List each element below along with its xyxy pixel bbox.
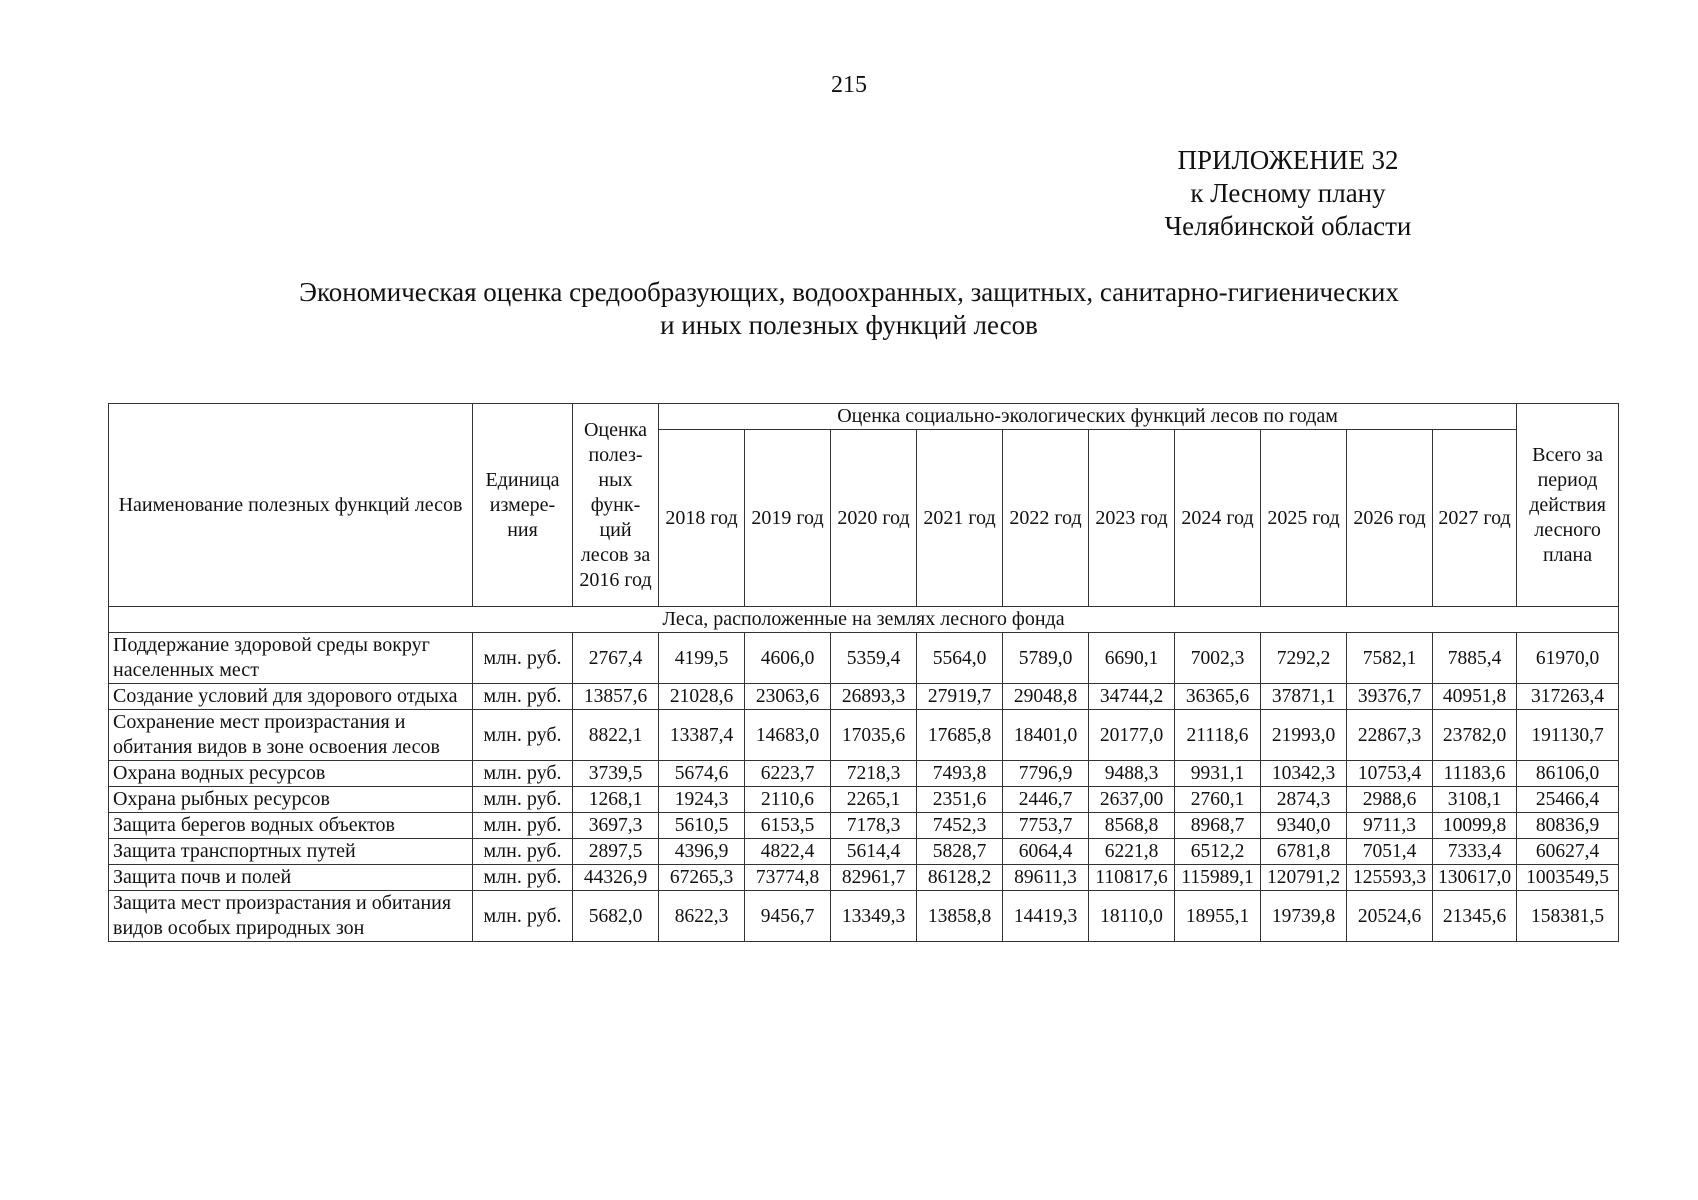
year-value-cell: 82961,7	[831, 865, 917, 891]
year-value-cell: 7292,2	[1261, 633, 1347, 684]
table-row	[109, 891, 1619, 942]
base-value-cell: 2767,4	[573, 633, 659, 684]
year-value-cell: 17035,6	[831, 710, 917, 761]
year-value-cell: 4199,5	[659, 633, 745, 684]
unit-cell: млн. руб.	[473, 813, 573, 839]
table-body	[109, 607, 1619, 942]
base-value-cell: 8822,1	[573, 710, 659, 761]
year-value-cell: 2446,7	[1003, 787, 1089, 813]
year-value-cell: 5674,6	[659, 761, 745, 787]
year-value-cell: 8568,8	[1089, 813, 1175, 839]
year-value-cell: 6781,8	[1261, 839, 1347, 865]
base-value-cell: 3739,5	[573, 761, 659, 787]
year-value-cell: 14419,3	[1003, 891, 1089, 942]
function-name-cell: Защита мест произрастания и обитания видов особых природных зон	[109, 891, 473, 942]
document-title-line-1: Экономическая оценка средообразующих, водоохранных, защитных, санитарно-гигиенических	[299, 277, 1399, 307]
year-value-cell: 6153,5	[745, 813, 831, 839]
header-year: 2018 год	[659, 430, 745, 607]
unit-cell: млн. руб.	[473, 787, 573, 813]
total-value-cell: 61970,0	[1517, 633, 1619, 684]
base-value-cell: 13857,6	[573, 684, 659, 710]
base-value-cell: 5682,0	[573, 891, 659, 942]
economic-assessment-table-container	[108, 403, 1618, 942]
year-value-cell: 8968,7	[1175, 813, 1261, 839]
year-value-cell: 23782,0	[1433, 710, 1517, 761]
year-value-cell: 4396,9	[659, 839, 745, 865]
year-value-cell: 130617,0	[1433, 865, 1517, 891]
total-value-cell: 1003549,5	[1517, 865, 1619, 891]
total-value-cell: 317263,4	[1517, 684, 1619, 710]
year-value-cell: 120791,2	[1261, 865, 1347, 891]
table-row	[109, 839, 1619, 865]
header-year: 2020 год	[831, 430, 917, 607]
appendix-reference: к Лесному плану	[1190, 178, 1386, 208]
table-row	[109, 633, 1619, 684]
year-value-cell: 6690,1	[1089, 633, 1175, 684]
unit-cell: млн. руб.	[473, 891, 573, 942]
function-name-cell: Создание условий для здорового отдыха	[109, 684, 473, 710]
total-value-cell: 25466,4	[1517, 787, 1619, 813]
year-value-cell: 6223,7	[745, 761, 831, 787]
year-value-cell: 34744,2	[1089, 684, 1175, 710]
year-value-cell: 23063,6	[745, 684, 831, 710]
year-value-cell: 6064,4	[1003, 839, 1089, 865]
function-name-cell: Охрана водных ресурсов	[109, 761, 473, 787]
year-value-cell: 6221,8	[1089, 839, 1175, 865]
header-years-group: Оценка социально-экологических функций лесов по годам	[659, 404, 1517, 430]
unit-cell: млн. руб.	[473, 684, 573, 710]
year-value-cell: 29048,8	[1003, 684, 1089, 710]
year-value-cell: 7452,3	[917, 813, 1003, 839]
year-value-cell: 20177,0	[1089, 710, 1175, 761]
year-value-cell: 10342,3	[1261, 761, 1347, 787]
year-value-cell: 9456,7	[745, 891, 831, 942]
function-name-cell: Охрана рыбных ресурсов	[109, 787, 473, 813]
year-value-cell: 9931,1	[1175, 761, 1261, 787]
section-row-forest-fund: Леса, расположенные на землях лесного фонда	[109, 607, 1619, 633]
function-name-cell: Сохранение мест произрастания и обитания видов в зоне освоения лесов	[109, 710, 473, 761]
year-value-cell: 115989,1	[1175, 865, 1261, 891]
year-value-cell: 27919,7	[917, 684, 1003, 710]
base-value-cell: 3697,3	[573, 813, 659, 839]
year-value-cell: 18110,0	[1089, 891, 1175, 942]
year-value-cell: 7051,4	[1347, 839, 1433, 865]
year-value-cell: 7002,3	[1175, 633, 1261, 684]
function-name-cell: Защита почв и полей	[109, 865, 473, 891]
year-value-cell: 86128,2	[917, 865, 1003, 891]
unit-cell: млн. руб.	[473, 839, 573, 865]
header-unit: Единица измере-ния	[473, 404, 573, 607]
base-value-cell: 1268,1	[573, 787, 659, 813]
year-value-cell: 73774,8	[745, 865, 831, 891]
year-value-cell: 21028,6	[659, 684, 745, 710]
year-value-cell: 5789,0	[1003, 633, 1089, 684]
total-value-cell: 60627,4	[1517, 839, 1619, 865]
header-year: 2025 год	[1261, 430, 1347, 607]
year-value-cell: 2637,00	[1089, 787, 1175, 813]
total-value-cell: 80836,9	[1517, 813, 1619, 839]
year-value-cell: 2265,1	[831, 787, 917, 813]
year-value-cell: 7178,3	[831, 813, 917, 839]
year-value-cell: 13387,4	[659, 710, 745, 761]
document-title	[0, 276, 1698, 342]
year-value-cell: 6512,2	[1175, 839, 1261, 865]
year-value-cell: 22867,3	[1347, 710, 1433, 761]
unit-cell: млн. руб.	[473, 865, 573, 891]
year-value-cell: 39376,7	[1347, 684, 1433, 710]
appendix-header	[1128, 144, 1448, 243]
document-title-line-2: и иных полезных функций лесов	[660, 310, 1038, 340]
year-value-cell: 2874,3	[1261, 787, 1347, 813]
table-row	[109, 761, 1619, 787]
year-value-cell: 4822,4	[745, 839, 831, 865]
year-value-cell: 20524,6	[1347, 891, 1433, 942]
function-name-cell: Защита берегов водных объектов	[109, 813, 473, 839]
unit-cell: млн. руб.	[473, 633, 573, 684]
header-base-2016: Оценка полез-ных функ-ций лесов за 2016 год	[573, 404, 659, 607]
year-value-cell: 37871,1	[1261, 684, 1347, 710]
year-value-cell: 2988,6	[1347, 787, 1433, 813]
year-value-cell: 5610,5	[659, 813, 745, 839]
table-row	[109, 813, 1619, 839]
year-value-cell: 13349,3	[831, 891, 917, 942]
year-value-cell: 2351,6	[917, 787, 1003, 813]
appendix-region: Челябинской области	[1164, 211, 1412, 241]
page-number: 215	[831, 72, 867, 98]
year-value-cell: 36365,6	[1175, 684, 1261, 710]
year-value-cell: 40951,8	[1433, 684, 1517, 710]
header-year: 2019 год	[745, 430, 831, 607]
header-year: 2027 год	[1433, 430, 1517, 607]
year-value-cell: 110817,6	[1089, 865, 1175, 891]
year-value-cell: 14683,0	[745, 710, 831, 761]
year-value-cell: 7218,3	[831, 761, 917, 787]
table-row	[109, 787, 1619, 813]
year-value-cell: 10099,8	[1433, 813, 1517, 839]
year-value-cell: 7796,9	[1003, 761, 1089, 787]
year-value-cell: 21345,6	[1433, 891, 1517, 942]
header-year: 2022 год	[1003, 430, 1089, 607]
year-value-cell: 125593,3	[1347, 865, 1433, 891]
year-value-cell: 13858,8	[917, 891, 1003, 942]
year-value-cell: 4606,0	[745, 633, 831, 684]
year-value-cell: 21118,6	[1175, 710, 1261, 761]
base-value-cell: 44326,9	[573, 865, 659, 891]
total-value-cell: 86106,0	[1517, 761, 1619, 787]
year-value-cell: 1924,3	[659, 787, 745, 813]
year-value-cell: 21993,0	[1261, 710, 1347, 761]
year-value-cell: 19739,8	[1261, 891, 1347, 942]
total-value-cell: 158381,5	[1517, 891, 1619, 942]
unit-cell: млн. руб.	[473, 761, 573, 787]
header-year: 2026 год	[1347, 430, 1433, 607]
year-value-cell: 8622,3	[659, 891, 745, 942]
function-name-cell: Защита транспортных путей	[109, 839, 473, 865]
year-value-cell: 7753,7	[1003, 813, 1089, 839]
header-function-name: Наименование полезных функций лесов	[109, 404, 473, 607]
year-value-cell: 5614,4	[831, 839, 917, 865]
header-year: 2024 год	[1175, 430, 1261, 607]
year-value-cell: 2110,6	[745, 787, 831, 813]
year-value-cell: 5359,4	[831, 633, 917, 684]
header-total: Всего за период действия лесного плана	[1517, 404, 1619, 607]
year-value-cell: 7333,4	[1433, 839, 1517, 865]
year-value-cell: 89611,3	[1003, 865, 1089, 891]
year-value-cell: 3108,1	[1433, 787, 1517, 813]
table-row	[109, 684, 1619, 710]
year-value-cell: 17685,8	[917, 710, 1003, 761]
total-value-cell: 191130,7	[1517, 710, 1619, 761]
table-row	[109, 710, 1619, 761]
year-value-cell: 5564,0	[917, 633, 1003, 684]
year-value-cell: 5828,7	[917, 839, 1003, 865]
header-year: 2021 год	[917, 430, 1003, 607]
year-value-cell: 9711,3	[1347, 813, 1433, 839]
year-value-cell: 9488,3	[1089, 761, 1175, 787]
year-value-cell: 18955,1	[1175, 891, 1261, 942]
year-value-cell: 26893,3	[831, 684, 917, 710]
year-value-cell: 10753,4	[1347, 761, 1433, 787]
year-value-cell: 7493,8	[917, 761, 1003, 787]
appendix-number: ПРИЛОЖЕНИЕ 32	[1177, 145, 1399, 175]
function-name-cell: Поддержание здоровой среды вокруг населенных мест	[109, 633, 473, 684]
base-value-cell: 2897,5	[573, 839, 659, 865]
year-value-cell: 18401,0	[1003, 710, 1089, 761]
year-value-cell: 9340,0	[1261, 813, 1347, 839]
unit-cell: млн. руб.	[473, 710, 573, 761]
economic-assessment-table	[108, 403, 1619, 942]
header-year: 2023 год	[1089, 430, 1175, 607]
year-value-cell: 11183,6	[1433, 761, 1517, 787]
year-value-cell: 67265,3	[659, 865, 745, 891]
table-row	[109, 865, 1619, 891]
year-value-cell: 7885,4	[1433, 633, 1517, 684]
year-value-cell: 7582,1	[1347, 633, 1433, 684]
year-value-cell: 2760,1	[1175, 787, 1261, 813]
